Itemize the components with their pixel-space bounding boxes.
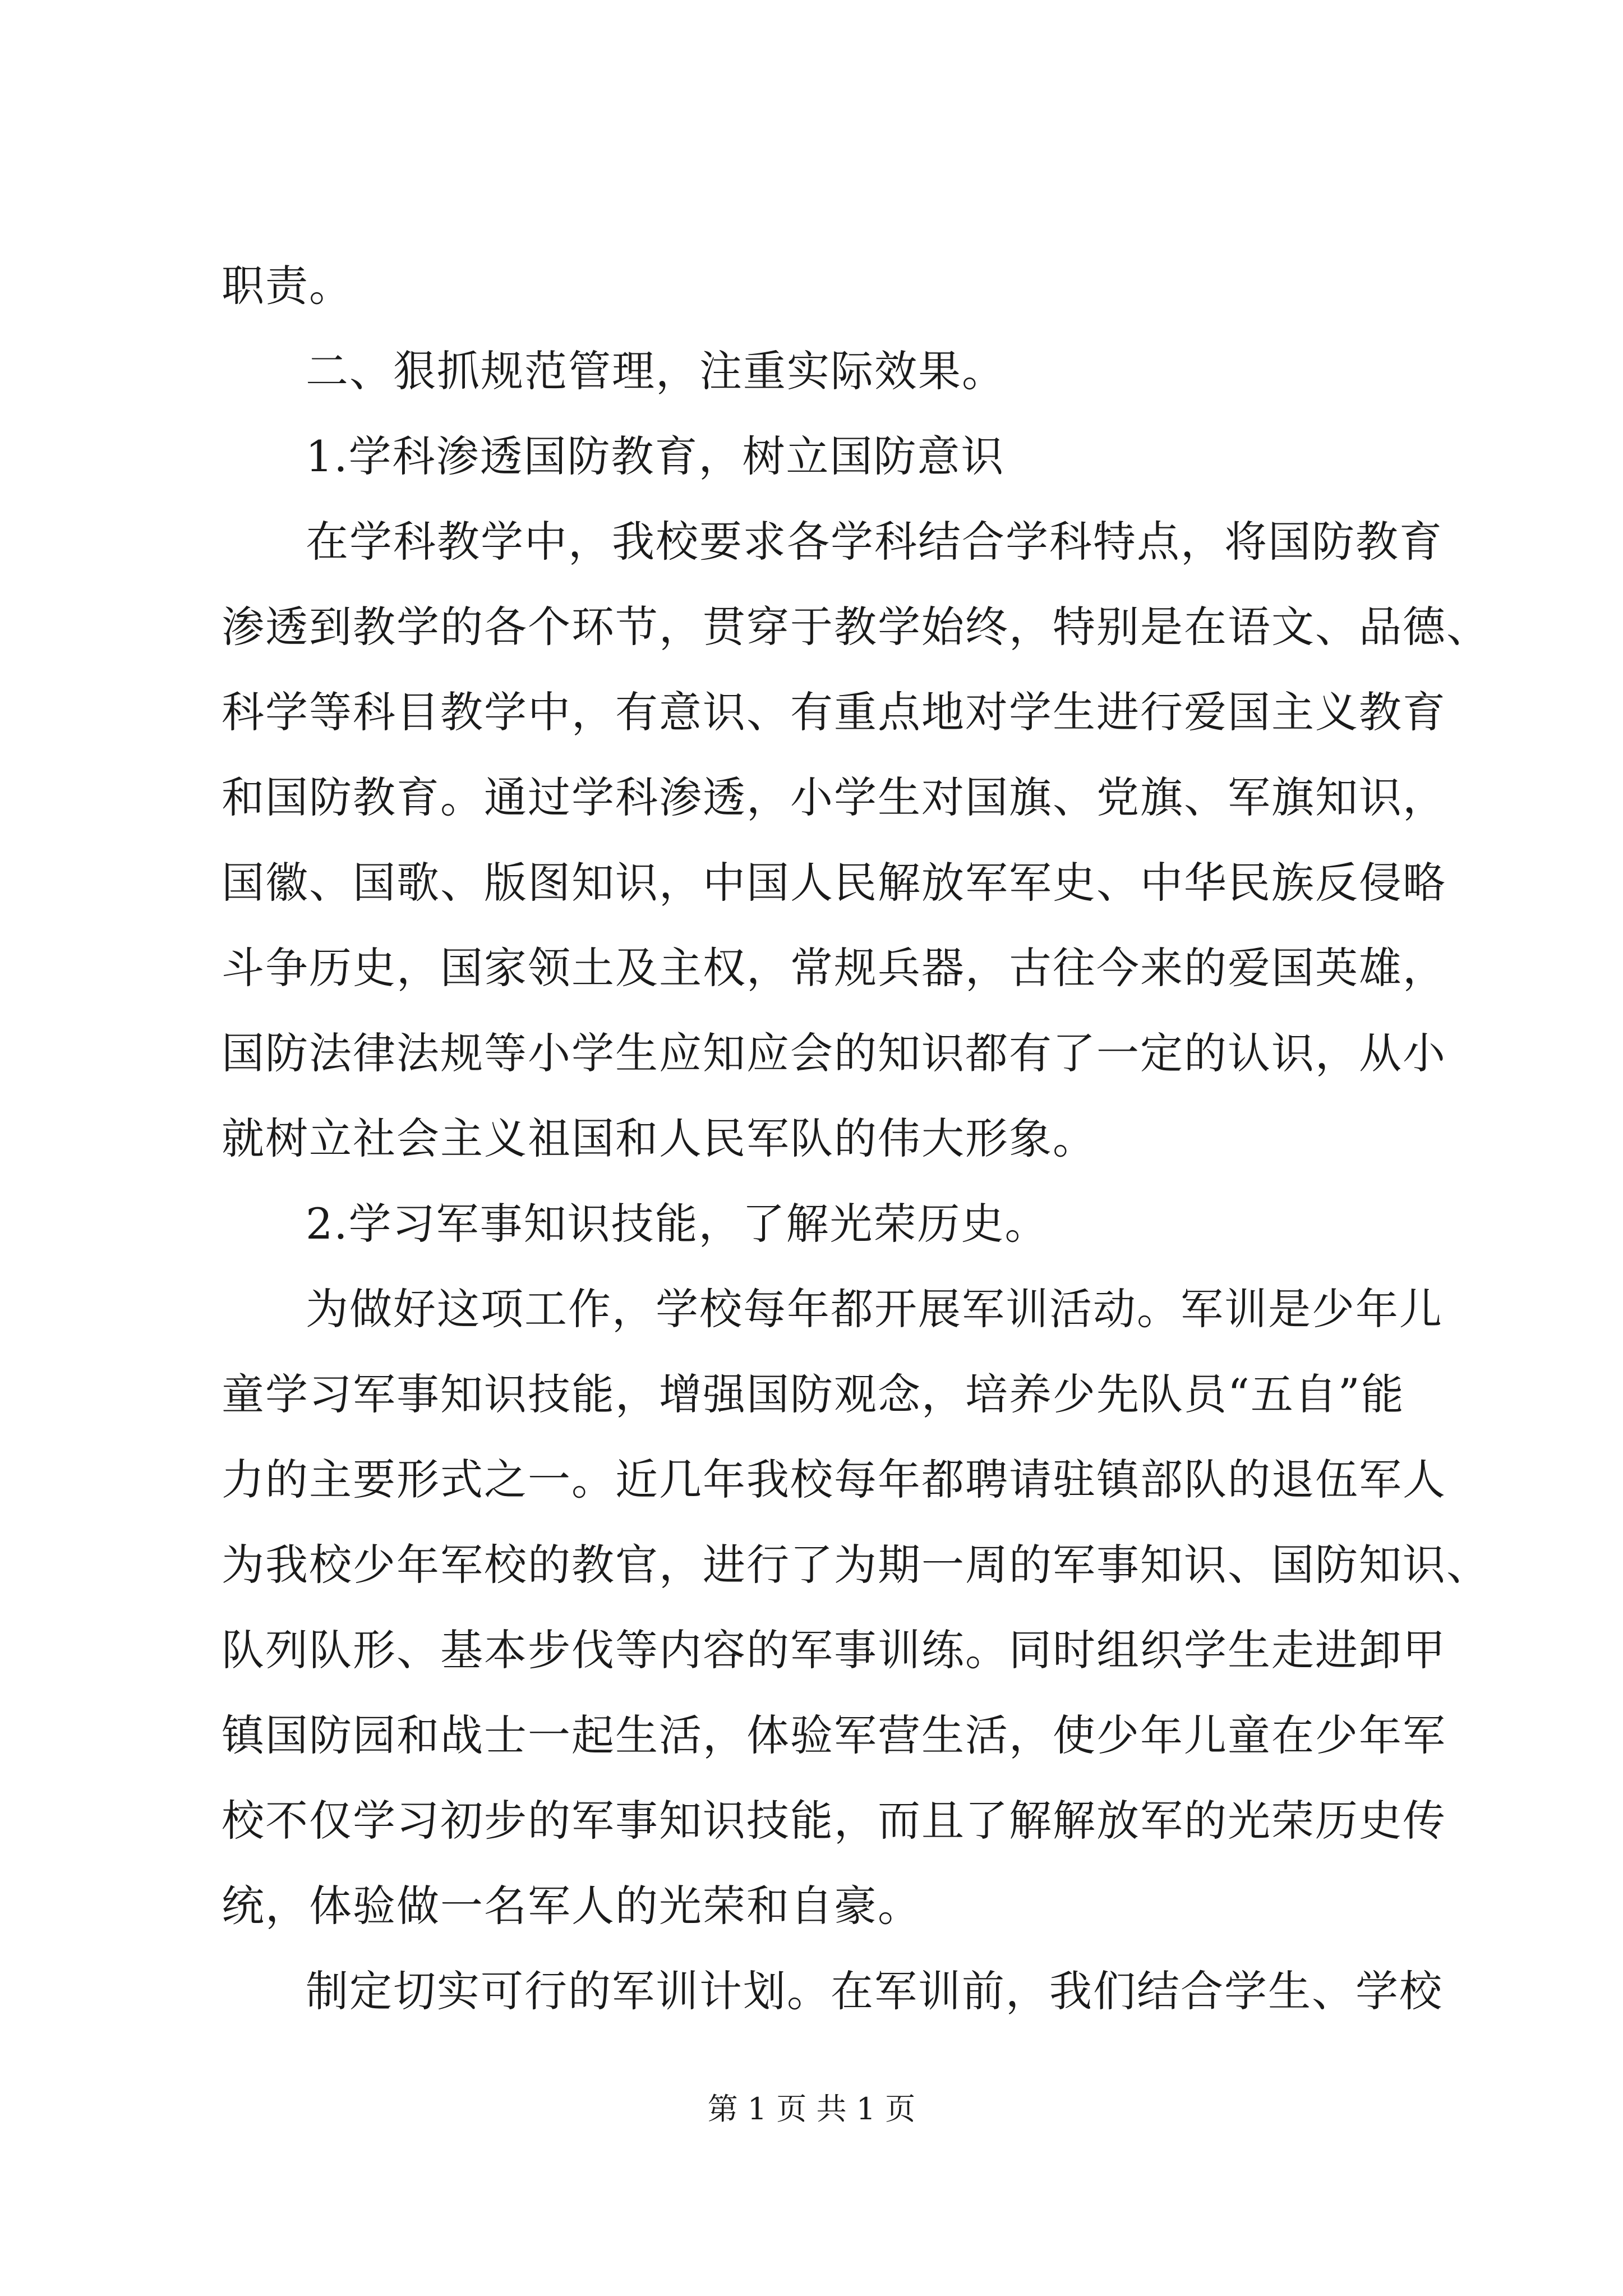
subsection-heading: 2.学习军事知识技能，了解光荣历史。: [306, 1199, 1049, 1249]
paragraph-line: 统，体验做一名军人的光荣和自豪。: [222, 1881, 921, 1931]
paragraph-line: 和国防教育。通过学科渗透，小学生对国旗、党旗、军旗知识，: [222, 772, 1446, 822]
paragraph-line: 童学习军事知识技能，增强国防观念，培养少先队员“五自”能: [222, 1369, 1405, 1419]
section-heading: 二、狠抓规范管理，注重实际效果。: [306, 346, 1006, 396]
page-number-footer: 第 1 页 共 1 页: [707, 2091, 916, 2127]
paragraph-line: 斗争历史，国家领土及主权，常规兵器，古往今来的爱国英雄，: [222, 943, 1446, 993]
paragraph-line: 渗透到教学的各个环节，贯穿于教学始终，特别是在语文、品德、: [222, 602, 1490, 652]
paragraph-line: 力的主要形式之一。近几年我校每年都聘请驻镇部队的退伍军人: [222, 1455, 1446, 1504]
subsection-heading: 1.学科渗透国防教育，树立国防意识: [306, 431, 1005, 481]
paragraph-line: 就树立社会主义祖国和人民军队的伟大形象。: [222, 1114, 1096, 1163]
paragraph-line: 制定切实可行的军训计划。在军训前，我们结合学生、学校: [306, 1966, 1443, 2016]
paragraph-line: 镇国防园和战士一起生活，体验军营生活，使少年儿童在少年军: [222, 1710, 1446, 1760]
paragraph-line: 为我校少年军校的教官，进行了为期一周的军事知识、国防知识、: [222, 1540, 1490, 1590]
paragraph-line: 队列队形、基本步伐等内容的军事训练。同时组织学生走进卸甲: [222, 1625, 1446, 1675]
paragraph-line: 国防法律法规等小学生应知应会的知识都有了一定的认识，从小: [222, 1028, 1446, 1078]
text-line: 职责。: [222, 261, 353, 311]
paragraph-line: 国徽、国歌、版图知识，中国人民解放军军史、中华民族反侵略: [222, 858, 1446, 908]
paragraph-line: 在学科教学中，我校要求各学科结合学科特点，将国防教育: [306, 517, 1443, 567]
paragraph-line: 为做好这项工作，学校每年都开展军训活动。军训是少年儿: [306, 1284, 1443, 1334]
paragraph-line: 科学等科目教学中，有意识、有重点地对学生进行爱国主义教育: [222, 687, 1446, 737]
paragraph-line: 校不仅学习初步的军事知识技能，而且了解解放军的光荣历史传: [222, 1796, 1446, 1846]
